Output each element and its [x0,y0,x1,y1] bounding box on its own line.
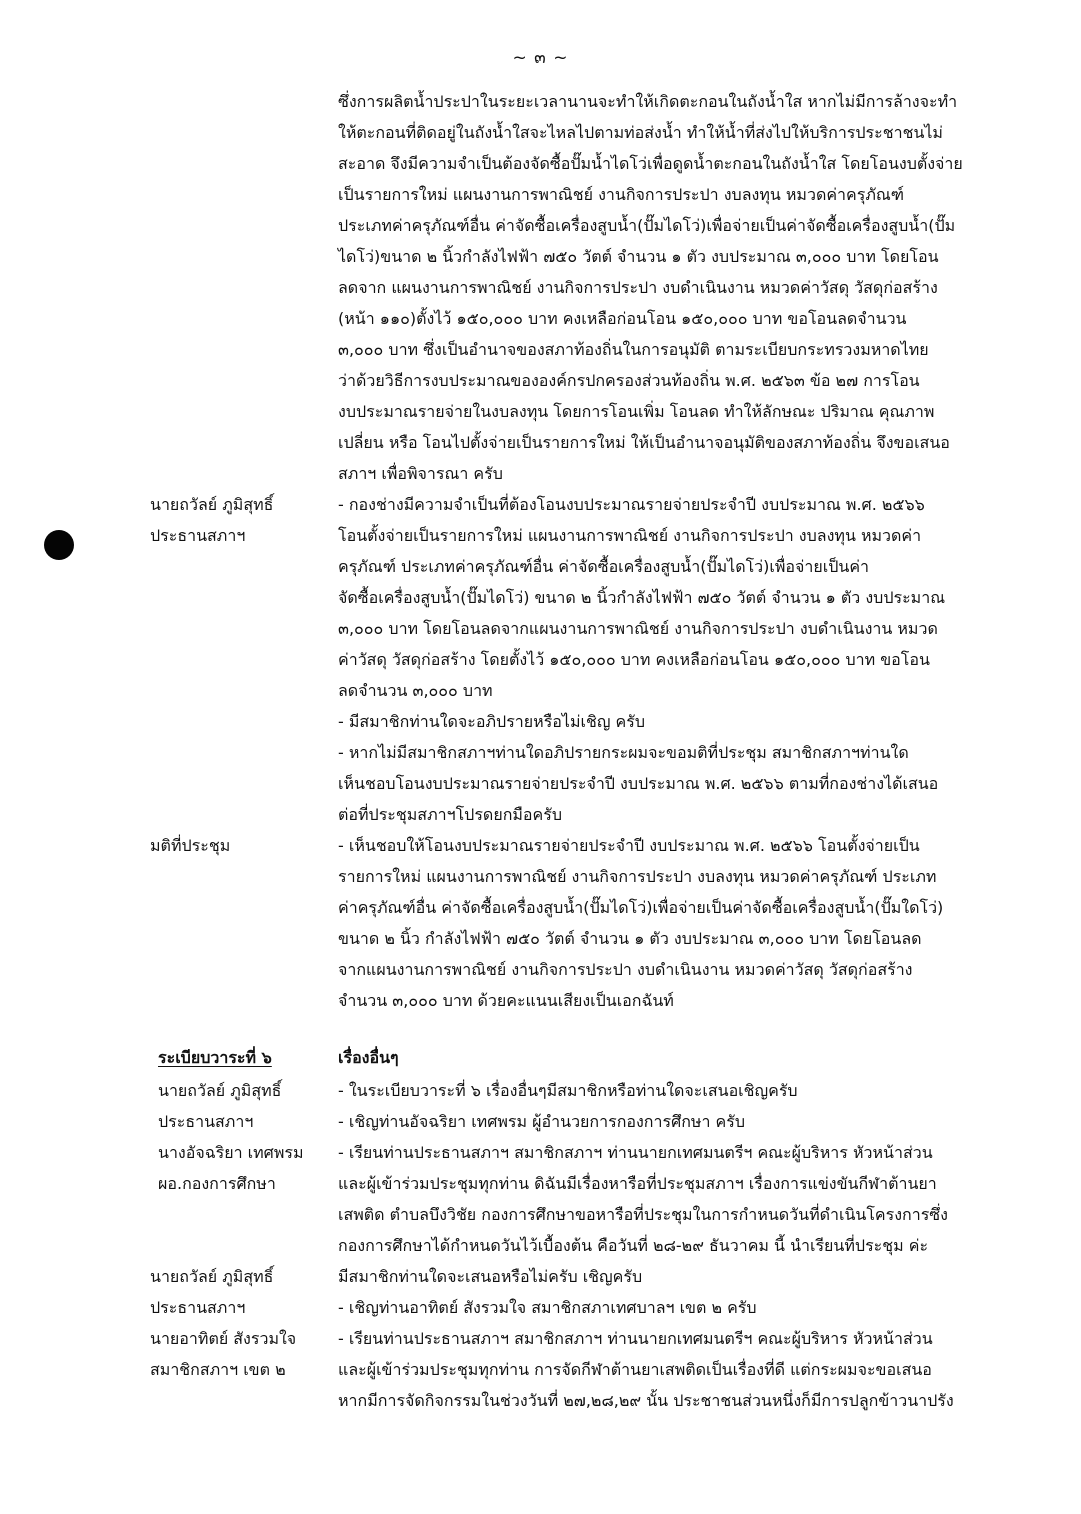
text-line: กองการศึกษาได้กำหนดวันไว้เบื้องต้น คือวันที่ ๒๘-๒๙ ธันวาคม นี้ นำเรียนที่ประชุม ค่ะ [338,1236,929,1255]
text-line: งบประมาณรายจ่ายในงบลงทุน โดยการโอนเพิ่ม โอนลด ทำให้ลักษณะ ปริมาณ คุณภาพ [338,402,935,421]
text-line: ครุภัณฑ์ ประเภทค่าครุภัณฑ์อื่น ค่าจัดซื้อเครื่องสูบน้ำ(ปั๊มไดโว่)เพื่อจ่ายเป็นค่า [338,557,870,576]
text-line: ประเภทค่าครุภัณฑ์อื่น ค่าจัดซื้อเครื่องสูบน้ำ(ปั๊มไดโว่)เพื่อจ่ายเป็นค่าจัดซื้อเครื่องสูบน้ำ(ปั๊ม [338,216,956,235]
text-line: โอนตั้งจ่ายเป็นรายการใหม่ แผนงานการพาณิชย์ งานกิจการประปา งบลงทุน หมวดค่า [338,526,922,545]
text-line: และผู้เข้าร่วมประชุมทุกท่าน การจัดกีฬาต้านยาเสพติดเป็นเรื่องที่ดี แต่กระผมจะขอเสนอ [338,1360,932,1379]
text-line: - เชิญท่านอัจฉริยา เทศพรม ผู้อำนวยการกองการศึกษา ครับ [338,1112,745,1131]
text-line: ค่าครุภัณฑ์อื่น ค่าจัดซื้อเครื่องสูบน้ำ(ปั๊มไดโว่)เพื่อจ่ายเป็นค่าจัดซื้อเครื่องสูบน้ำ(ปั๊มใดโว่) [338,898,944,917]
text-line: รายการใหม่ แผนงานการพาณิชย์ งานกิจการประปา งบลงทุน หมวดค่าครุภัณฑ์ ประเภท [338,867,937,886]
text-line: สภาฯ เพื่อพิจารณา ครับ [338,464,503,483]
text-line: - ในระเบียบวาระที่ ๖ เรื่องอื่นๆมีสมาชิกหรือท่านใดจะเสนอเชิญครับ [338,1081,798,1100]
text-line: ค่าวัสดุ วัสดุก่อสร้าง โดยตั้งไว้ ๑๕๐,๐๐๐ บาท คงเหลือก่อนโอน ๑๕๐,๐๐๐ บาท ขอโอน [338,650,930,669]
text-line: - เชิญท่านอาทิตย์ สังรวมใจ สมาชิกสภาเทศบาลฯ เขต ๒ ครับ [338,1298,757,1317]
text-line: เสพติด ตำบลบึงวิชัย กองการศึกษาขอหารือที่ประชุมในการกำหนดวันที่ดำเนินโครงการซึ่ง [338,1205,948,1224]
text-line: - กองช่างมีความจำเป็นที่ต้องโอนงบประมาณรายจ่ายประจำปี งบประมาณ พ.ศ. ๒๕๖๖ [338,495,925,514]
speaker-role: ประธานสภาฯ [150,526,246,545]
text-line: ๓,๐๐๐ บาท โดยโอนลดจากแผนงานการพาณิชย์ งานกิจการประปา งบดำเนินงาน หมวด [338,619,938,638]
text-line: เปลี่ยน หรือ โอนไปตั้งจ่ายเป็นรายการใหม่ ให้เป็นอำนาจอนุมัติของสภาท้องถิ่น จึงขอเสนอ [338,433,950,452]
text-line: ให้ตะกอนที่ติดอยู่ในถังน้ำใสจะไหลไปตามท่อส่งน้ำ ทำให้น้ำที่ส่งไปให้บริการประชาชนไม่ [338,123,943,142]
agenda-item-title: เรื่องอื่นๆ [338,1048,399,1067]
text-line: (หน้า ๑๑๐)ตั้งไว้ ๑๕๐,๐๐๐ บาท คงเหลือก่อนโอน ๑๕๐,๐๐๐ บาท ขอโอนลดจำนวน [338,309,907,328]
text-line: เป็นรายการใหม่ แผนงานการพาณิชย์ งานกิจการประปา งบลงทุน หมวดค่าครุภัณฑ์ [338,185,905,204]
text-line: ขนาด ๒ นิ้ว กำลังไฟฟ้า ๗๕๐ วัตต์ จำนวน ๑ ตัว งบประมาณ ๓,๐๐๐ บาท โดยโอนลด [338,929,922,948]
text-line: - หากไม่มีสมาชิกสภาฯท่านใดอภิปรายกระผมจะขอมติที่ประชุม สมาชิกสภาฯท่านใด [338,743,909,762]
speaker-name: นายถวัลย์ ภูมิสุทธิ์ [150,1267,274,1286]
text-line: ลดจาก แผนงานการพาณิชย์ งานกิจการประปา งบดำเนินงาน หมวดค่าวัสดุ วัสดุก่อสร้าง [338,278,938,297]
text-line: - เรียนท่านประธานสภาฯ สมาชิกสภาฯ ท่านนายกเทศมนตรีฯ คณะผู้บริหาร หัวหน้าส่วน [338,1143,933,1162]
text-line: มีสมาชิกท่านใดจะเสนอหรือไม่ครับ เชิญครับ [338,1267,643,1286]
speaker-name: นายอาทิตย์ สังรวมใจ [150,1329,297,1348]
agenda-item-label: ระเบียบวาระที่ ๖ [158,1048,272,1067]
text-line: ลดจำนวน ๓,๐๐๐ บาท [338,681,493,700]
text-line: - เรียนท่านประธานสภาฯ สมาชิกสภาฯ ท่านนายกเทศมนตรีฯ คณะผู้บริหาร หัวหน้าส่วน [338,1329,933,1348]
speaker-name: นางอัจฉริยา เทศพรม [158,1143,304,1162]
text-line: สะอาด จึงมีความจำเป็นต้องจัดซื้อปั๊มน้ำไดโว่เพื่อดูดน้ำตะกอนในถังน้ำใส โดยโอนงบตั้งจ่าย [338,154,963,173]
punch-hole-mark [44,530,74,560]
speaker-role: สมาชิกสภาฯ เขต ๒ [150,1360,286,1379]
text-line: จำนวน ๓,๐๐๐ บาท ด้วยคะแนนเสียงเป็นเอกฉันท์ [338,991,674,1010]
speaker-role: ประธานสภาฯ [150,1298,246,1317]
speaker-name: นายถวัลย์ ภูมิสุทธิ์ [158,1081,282,1100]
speaker-name: นายถวัลย์ ภูมิสุทธิ์ [150,495,274,514]
text-line: เห็นชอบโอนงบประมาณรายจ่ายประจำปี งบประมาณ พ.ศ. ๒๕๖๖ ตามที่กองช่างได้เสนอ [338,774,939,793]
text-line: ซึ่งการผลิตน้ำประปาในระยะเวลานานจะทำให้เกิดตะกอนในถังน้ำใส หากไม่มีการล้างจะทำ [338,92,958,111]
text-line: - มีสมาชิกท่านใดจะอภิปรายหรือไม่เชิญ ครับ [338,712,645,731]
text-line: ๓,๐๐๐ บาท ซึ่งเป็นอำนาจของสภาท้องถิ่นในการอนุมัติ ตามระเบียบกระทรวงมหาดไทย [338,340,929,359]
text-line: หากมีการจัดกิจกรรมในช่วงวันที่ ๒๗,๒๘,๒๙ นั้น ประชาชนส่วนหนึ่งก็มีการปลูกข้าวนาปรัง [338,1391,954,1410]
text-line: ต่อที่ประชุมสภาฯโปรดยกมือครับ [338,805,562,824]
page-number: ~ ๓ ~ [512,48,569,68]
speaker-role: ประธานสภาฯ [158,1112,254,1131]
text-line: ไดโว่)ขนาด ๒ นิ้วกำลังไฟฟ้า ๗๕๐ วัตต์ จำนวน ๑ ตัว งบประมาณ ๓,๐๐๐ บาท โดยโอน [338,247,939,266]
text-line: จากแผนงานการพาณิชย์ งานกิจการประปา งบดำเนินงาน หมวดค่าวัสดุ วัสดุก่อสร้าง [338,960,913,979]
speaker-role: ผอ.กองการศึกษา [158,1174,276,1193]
text-line: จัดซื้อเครื่องสูบน้ำ(ปั๊มไดโว่) ขนาด ๒ นิ้วกำลังไฟฟ้า ๗๕๐ วัตต์ จำนวน ๑ ตัว งบประมาณ [338,588,946,607]
text-line: - เห็นชอบให้โอนงบประมาณรายจ่ายประจำปี งบประมาณ พ.ศ. ๒๕๖๖ โอนตั้งจ่ายเป็น [338,836,920,855]
text-line: และผู้เข้าร่วมประชุมทุกท่าน ดิฉันมีเรื่องหารือที่ประชุมสภาฯ เรื่องการแข่งขันกีฬาต้านยา [338,1174,937,1193]
resolution-label: มติที่ประชุม [150,836,231,855]
text-line: ว่าด้วยวิธีการงบประมาณขององค์กรปกครองส่วนท้องถิ่น พ.ศ. ๒๕๖๓ ข้อ ๒๗ การโอน [338,371,920,390]
